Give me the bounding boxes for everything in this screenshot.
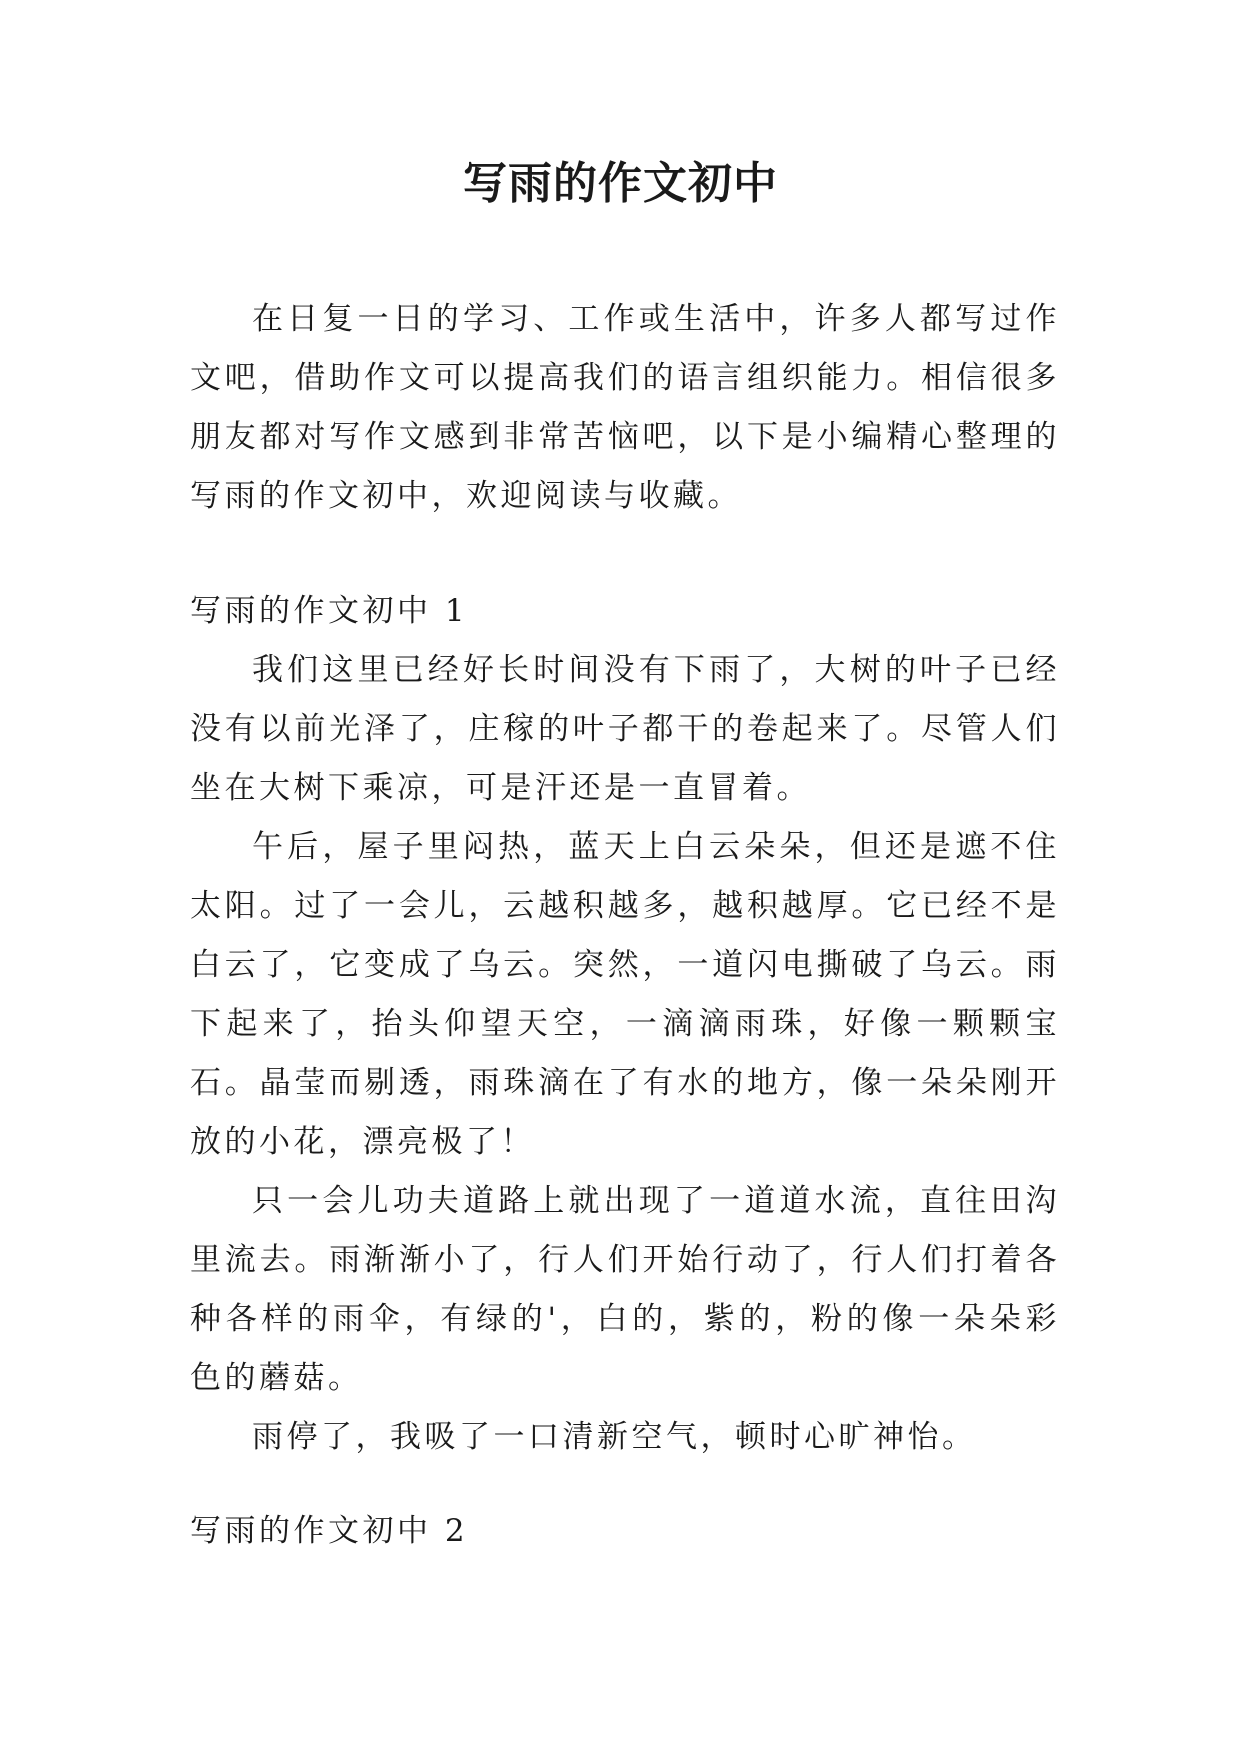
section-heading: 写雨的作文初中 2	[190, 1513, 469, 1549]
section-paragraph: 午后，屋子里闷热，蓝天上白云朵朵，但还是遮不住太阳。过了一会儿，云越积越多，越积越厚。它已经不是白云了，它变成了乌云。突然，一道闪电撕破了乌云。雨下起来了，抬头仰望天空，一滴滴雨珠，好像一颗颗宝石。晶莹而剔透，雨珠滴在了有水的地方，像一朵朵刚开放的小花，漂亮极了！	[190, 829, 1060, 1160]
section-paragraph: 我们这里已经好长时间没有下雨了，大树的叶子已经没有以前光泽了，庄稼的叶子都干的卷起来了。尽管人们坐在大树下乘凉，可是汗还是一直冒着。	[190, 652, 1060, 806]
section-2	[190, 1502, 1060, 1561]
intro-paragraph: 在日复一日的学习、工作或生活中，许多人都写过作文吧，借助作文可以提高我们的语言组织能力。相信很多朋友都对写作文感到非常苦恼吧，以下是小编精心整理的写雨的作文初中，欢迎阅读与收藏。	[190, 301, 1060, 514]
section-paragraph: 雨停了，我吸了一口清新空气，顿时心旷神怡。	[252, 1419, 977, 1455]
intro-block	[190, 290, 1060, 526]
section-paragraph: 只一会儿功夫道路上就出现了一道道水流，直往田沟里流去。雨渐渐小了，行人们开始行动了，行人们打着各种各样的雨伞，有绿的'，白的，紫的，粉的像一朵朵彩色的蘑菇。	[190, 1183, 1060, 1396]
section-heading: 写雨的作文初中 1	[190, 593, 469, 629]
document-title: 写雨的作文初中	[463, 158, 778, 209]
section-1	[190, 582, 1060, 1467]
